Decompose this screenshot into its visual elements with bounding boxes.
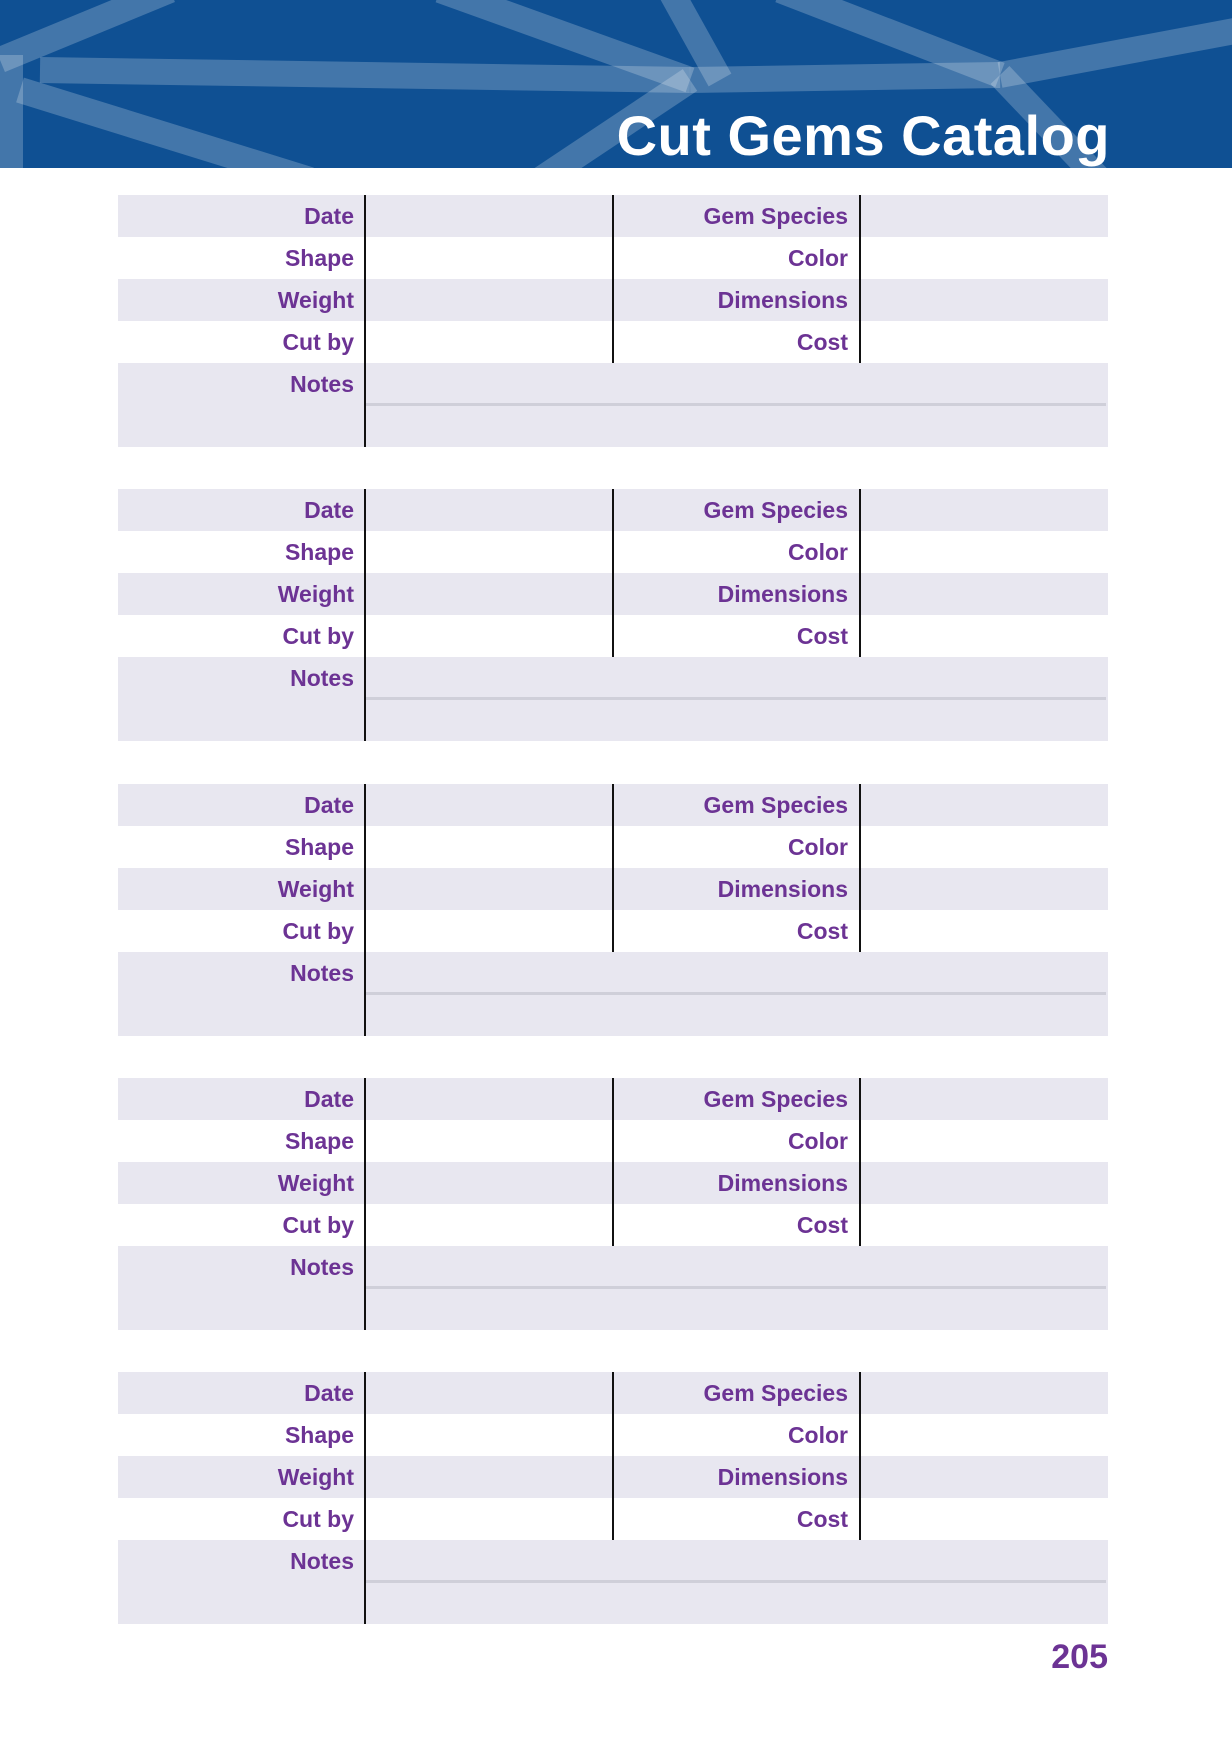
field-value-weight[interactable] — [366, 573, 612, 615]
notes-divider — [366, 697, 1106, 700]
field-label-color: Color — [787, 539, 848, 565]
field-value-dimensions[interactable] — [860, 279, 1108, 321]
notes-line[interactable] — [366, 994, 1108, 1036]
field-label-shape: Shape — [284, 834, 354, 860]
field-label-color: Color — [787, 245, 848, 271]
field-value-gem-species[interactable] — [860, 195, 1108, 237]
notes-area — [118, 952, 1108, 1036]
field-label-dimensions: Dimensions — [717, 876, 848, 902]
catalog-entry — [118, 1372, 1108, 1624]
column-divider — [364, 195, 366, 447]
field-label-gem-species: Gem Species — [703, 497, 848, 523]
field-value-shape[interactable] — [366, 531, 612, 573]
notes-line[interactable] — [366, 1288, 1108, 1330]
field-label-date: Date — [304, 1086, 354, 1112]
field-value-color[interactable] — [860, 1120, 1108, 1162]
field-value-gem-species[interactable] — [860, 489, 1108, 531]
field-label-cut-by: Cut by — [282, 329, 354, 355]
notes-line[interactable] — [366, 699, 1108, 741]
notes-divider — [366, 1286, 1106, 1289]
field-value-date[interactable] — [366, 1078, 612, 1120]
notes-area — [118, 1246, 1108, 1330]
field-label-cut-by: Cut by — [282, 918, 354, 944]
field-value-cost[interactable] — [860, 321, 1108, 363]
field-value-cut-by[interactable] — [366, 1498, 612, 1540]
field-value-weight[interactable] — [366, 868, 612, 910]
notes-line[interactable] — [366, 1582, 1108, 1624]
field-label-shape: Shape — [284, 1422, 354, 1448]
notes-line[interactable] — [366, 952, 1108, 994]
field-label-color: Color — [787, 1422, 848, 1448]
field-label-gem-species: Gem Species — [703, 1380, 848, 1406]
field-value-dimensions[interactable] — [860, 868, 1108, 910]
column-divider — [364, 1078, 366, 1330]
notes-divider — [366, 1580, 1106, 1583]
notes-line[interactable] — [366, 1246, 1108, 1288]
field-value-weight[interactable] — [366, 1162, 612, 1204]
field-value-date[interactable] — [366, 489, 612, 531]
field-label-weight: Weight — [277, 1464, 354, 1490]
field-value-shape[interactable] — [366, 237, 612, 279]
column-divider — [612, 1372, 614, 1540]
column-divider — [612, 195, 614, 363]
field-label-gem-species: Gem Species — [703, 203, 848, 229]
column-divider — [364, 1372, 366, 1624]
field-label-gem-species: Gem Species — [703, 1086, 848, 1112]
field-label-gem-species: Gem Species — [703, 792, 848, 818]
field-label-notes: Notes — [290, 665, 354, 691]
catalog-entry — [118, 784, 1108, 1036]
column-divider — [859, 489, 861, 657]
field-value-cost[interactable] — [860, 615, 1108, 657]
field-value-color[interactable] — [860, 531, 1108, 573]
notes-area — [118, 363, 1108, 447]
field-value-weight[interactable] — [366, 279, 612, 321]
field-label-color: Color — [787, 834, 848, 860]
field-label-cost: Cost — [796, 329, 848, 355]
field-label-weight: Weight — [277, 876, 354, 902]
field-label-weight: Weight — [277, 287, 354, 313]
notes-area — [118, 657, 1108, 741]
column-divider — [612, 784, 614, 952]
field-value-color[interactable] — [860, 826, 1108, 868]
field-value-cost[interactable] — [860, 1498, 1108, 1540]
field-value-shape[interactable] — [366, 1414, 612, 1456]
field-label-weight: Weight — [277, 1170, 354, 1196]
column-divider — [859, 1372, 861, 1540]
field-label-cost: Cost — [796, 918, 848, 944]
field-value-cut-by[interactable] — [366, 615, 612, 657]
column-divider — [612, 489, 614, 657]
field-label-cost: Cost — [796, 623, 848, 649]
field-label-shape: Shape — [284, 1128, 354, 1154]
notes-line[interactable] — [366, 1540, 1108, 1582]
field-label-cut-by: Cut by — [282, 1506, 354, 1532]
column-divider — [859, 195, 861, 363]
field-label-notes: Notes — [290, 960, 354, 986]
field-value-dimensions[interactable] — [860, 1162, 1108, 1204]
field-label-dimensions: Dimensions — [717, 581, 848, 607]
field-label-date: Date — [304, 203, 354, 229]
field-value-dimensions[interactable] — [860, 1456, 1108, 1498]
column-divider — [364, 784, 366, 1036]
field-value-date[interactable] — [366, 784, 612, 826]
catalog-entry — [118, 489, 1108, 741]
field-label-dimensions: Dimensions — [717, 1170, 848, 1196]
notes-line[interactable] — [366, 657, 1108, 699]
notes-line[interactable] — [366, 363, 1108, 405]
catalog-entry — [118, 1078, 1108, 1330]
field-value-cut-by[interactable] — [366, 321, 612, 363]
catalog-entry — [118, 195, 1108, 447]
field-value-cost[interactable] — [860, 910, 1108, 952]
field-value-cut-by[interactable] — [366, 910, 612, 952]
field-label-weight: Weight — [277, 581, 354, 607]
field-value-dimensions[interactable] — [860, 573, 1108, 615]
field-label-date: Date — [304, 497, 354, 523]
notes-divider — [366, 403, 1106, 406]
page-title: Cut Gems Catalog — [616, 104, 1110, 167]
notes-line[interactable] — [366, 405, 1108, 447]
field-value-date[interactable] — [366, 195, 612, 237]
notes-area — [118, 1540, 1108, 1624]
field-label-cut-by: Cut by — [282, 1212, 354, 1238]
header-banner — [0, 0, 1232, 168]
page-number: 205 — [1051, 1638, 1108, 1676]
field-value-color[interactable] — [860, 1414, 1108, 1456]
notes-divider — [366, 992, 1106, 995]
column-divider — [859, 1078, 861, 1246]
field-value-color[interactable] — [860, 237, 1108, 279]
field-label-shape: Shape — [284, 539, 354, 565]
column-divider — [612, 1078, 614, 1246]
field-value-gem-species[interactable] — [860, 1078, 1108, 1120]
field-label-dimensions: Dimensions — [717, 1464, 848, 1490]
field-label-dimensions: Dimensions — [717, 287, 848, 313]
field-value-gem-species[interactable] — [860, 1372, 1108, 1414]
field-value-weight[interactable] — [366, 1456, 612, 1498]
field-value-shape[interactable] — [366, 826, 612, 868]
field-label-cut-by: Cut by — [282, 623, 354, 649]
field-value-gem-species[interactable] — [860, 784, 1108, 826]
column-divider — [859, 784, 861, 952]
field-value-shape[interactable] — [366, 1120, 612, 1162]
field-label-notes: Notes — [290, 1548, 354, 1574]
field-value-cut-by[interactable] — [366, 1204, 612, 1246]
field-label-date: Date — [304, 1380, 354, 1406]
field-label-date: Date — [304, 792, 354, 818]
field-value-date[interactable] — [366, 1372, 612, 1414]
field-label-shape: Shape — [284, 245, 354, 271]
field-label-notes: Notes — [290, 371, 354, 397]
field-value-cost[interactable] — [860, 1204, 1108, 1246]
field-label-notes: Notes — [290, 1254, 354, 1280]
field-label-cost: Cost — [796, 1212, 848, 1238]
column-divider — [364, 489, 366, 741]
field-label-color: Color — [787, 1128, 848, 1154]
field-label-cost: Cost — [796, 1506, 848, 1532]
